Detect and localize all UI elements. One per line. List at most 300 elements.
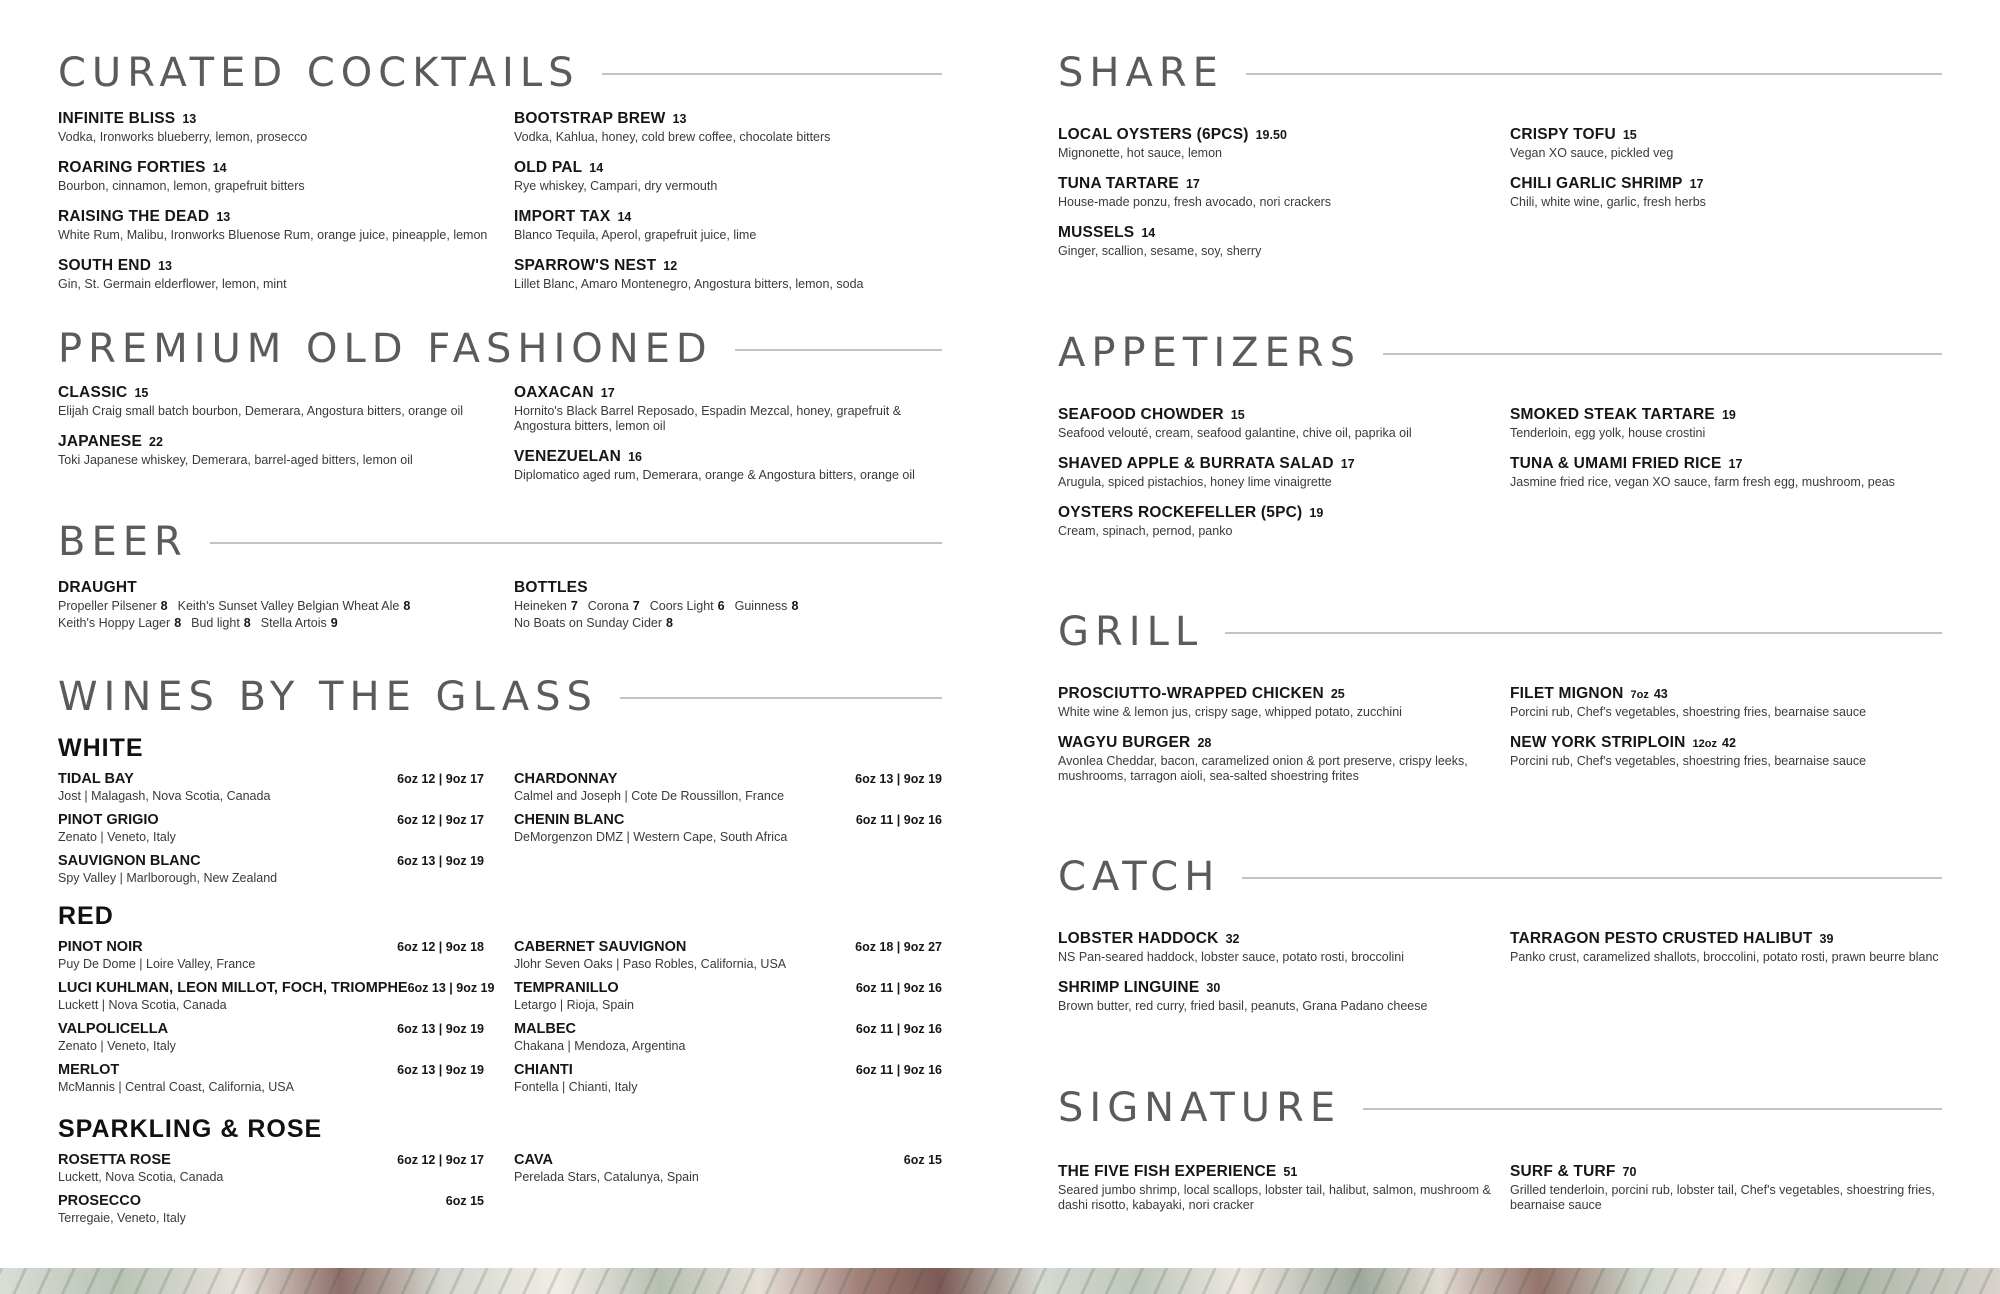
menu-item — [58, 208, 514, 243]
menu-item-header — [1058, 224, 1510, 242]
menu-item-header — [1510, 406, 1942, 424]
menu-item-name: SOUTH END — [58, 257, 152, 274]
section-rule — [1246, 73, 1942, 75]
wine-price: 6oz 13 | 9oz 19 — [397, 1063, 484, 1077]
menu-item-name: WAGYU BURGER — [1058, 734, 1191, 751]
section-beer — [58, 517, 942, 631]
wine-item-header — [514, 980, 942, 996]
menu-item-price: 15 — [134, 386, 149, 400]
menu-item-name: CHILI GARLIC SHRIMP — [1510, 175, 1683, 192]
section-header — [58, 672, 942, 722]
menu-item — [1058, 504, 1510, 539]
bottles-line-1 — [514, 599, 942, 614]
menu-item — [1058, 224, 1510, 259]
menu-item-header — [1510, 175, 1942, 193]
wine-price: 6oz 11 | 9oz 16 — [855, 1022, 942, 1036]
item-grid — [1058, 685, 1942, 798]
item-grid — [58, 579, 942, 631]
menu-item-header — [1058, 734, 1510, 752]
menu-item-price: 14 — [617, 210, 632, 224]
wine-description: Calmel and Joseph | Cote De Roussillon, France — [514, 789, 785, 803]
menu-item — [1058, 685, 1510, 720]
menu-item — [58, 257, 514, 292]
wine-column-left — [58, 939, 514, 1103]
beer-price: 8 — [791, 599, 799, 613]
menu-item-size: 12oz — [1692, 738, 1718, 750]
wine-item-header — [514, 1062, 942, 1078]
beer-price: 6 — [717, 599, 725, 613]
menu-item-header — [514, 384, 942, 402]
section-rule — [620, 697, 942, 699]
wine-group-title: WHITE — [58, 734, 144, 762]
menu-item-description: Tenderloin, egg yolk, house crostini — [1510, 426, 1706, 440]
menu-item-price: 14 — [589, 161, 604, 175]
menu-item-header — [58, 110, 514, 128]
item-grid — [1058, 1163, 1942, 1227]
menu-item-price: 15 — [1230, 408, 1245, 422]
menu-item-price: 19 — [1309, 506, 1324, 520]
wine-item — [58, 771, 484, 803]
section-header — [1058, 852, 1942, 902]
beer-name: Bud light — [191, 616, 240, 630]
menu-item — [58, 110, 514, 145]
item-column-right — [1510, 406, 1942, 553]
menu-item-name: OLD PAL — [514, 159, 583, 176]
wine-description: Zenato | Veneto, Italy — [58, 830, 176, 844]
wine-price: 6oz 15 — [445, 1194, 484, 1208]
menu-item-header — [514, 448, 942, 466]
wine-description: Fontella | Chianti, Italy — [514, 1080, 638, 1094]
wine-group-title: RED — [58, 902, 114, 930]
item-column-right — [1510, 126, 1942, 273]
beer-draught — [58, 579, 514, 631]
wine-item — [514, 1152, 942, 1184]
beer-price: 8 — [666, 616, 673, 630]
wine-group-sparkling — [58, 1115, 942, 1234]
menu-item-name: CLASSIC — [58, 384, 128, 401]
menu-item-header — [58, 257, 514, 275]
menu-item-description: Mignonette, hot sauce, lemon — [1058, 146, 1222, 160]
wine-description: Jlohr Seven Oaks | Paso Robles, California, USA — [514, 957, 787, 971]
menu-item-header — [1510, 930, 1942, 948]
menu-item-price: 12 — [663, 259, 678, 273]
menu-item-name: TUNA TARTARE — [1058, 175, 1179, 192]
menu-item — [58, 384, 514, 419]
menu-item-price: 13 — [672, 112, 687, 126]
menu-item-name: OAXACAN — [514, 384, 594, 401]
menu-item-price: 32 — [1225, 932, 1240, 946]
menu-item-name: MUSSELS — [1058, 224, 1135, 241]
menu-item — [1058, 1163, 1510, 1213]
menu-item-description: Porcini rub, Chef's vegetables, shoestring fries, bearnaise sauce — [1510, 705, 1867, 719]
section-premium-old-fashioned — [58, 324, 942, 497]
section-title: BEER — [58, 519, 188, 565]
menu-item-description: Hornito's Black Barrel Reposado, Espadin Mezcal, honey, grapefruit & Angostura bitters, lemon oil — [514, 404, 902, 433]
wine-name: PINOT GRIGIO — [58, 812, 159, 828]
beer-name: Coors Light — [649, 599, 714, 613]
menu-item-description: House-made ponzu, fresh avocado, nori crackers — [1058, 195, 1332, 209]
wine-column-right — [514, 771, 942, 894]
menu-item — [514, 384, 942, 434]
wine-name: CAVA — [514, 1152, 553, 1168]
section-title: SHARE — [1058, 50, 1224, 96]
section-rule — [1225, 632, 1942, 634]
wine-item-header — [58, 771, 484, 787]
wine-price: 6oz 11 | 9oz 16 — [855, 813, 942, 827]
section-title: PREMIUM OLD FASHIONED — [58, 326, 713, 372]
menu-item-description: Seafood velouté, cream, seafood galantine, chive oil, paprika oil — [1058, 426, 1412, 440]
wine-price: 6oz 13 | 9oz 19 — [855, 772, 942, 786]
menu-item-description: Rye whiskey, Campari, dry vermouth — [514, 179, 718, 193]
draught-line-2 — [58, 616, 514, 631]
section-curated-cocktails — [58, 48, 942, 306]
menu-item-header — [1058, 126, 1510, 144]
wine-grid — [58, 1152, 942, 1234]
wine-item-header — [58, 980, 495, 996]
menu-item-price: 42 — [1722, 736, 1736, 750]
menu-item-header — [1510, 1163, 1942, 1181]
menu-item-price: 17 — [1185, 177, 1200, 191]
menu-item-description: Brown butter, red curry, fried basil, peanuts, Grana Padano cheese — [1058, 999, 1428, 1013]
section-title: CATCH — [1058, 854, 1221, 900]
beer-price: 9 — [330, 616, 338, 630]
menu-item-description: Grilled tenderloin, porcini rub, lobster tail, Chef's vegetables, shoestring fries, bearnaise sauce — [1510, 1183, 1935, 1212]
beer-price: 8 — [243, 616, 251, 630]
menu-item-description: Bourbon, cinnamon, lemon, grapefruit bitters — [58, 179, 305, 193]
beer-price: 8 — [403, 599, 411, 613]
menu-item-price: 17 — [1689, 177, 1704, 191]
menu-item-header — [1058, 455, 1510, 473]
wine-item — [58, 1021, 484, 1053]
menu-item-description: Ginger, scallion, sesame, soy, sherry — [1058, 244, 1262, 258]
menu-item-header — [1058, 1163, 1510, 1181]
wine-name: PINOT NOIR — [58, 939, 143, 955]
item-column-left — [1058, 930, 1510, 1028]
wine-price: 6oz 13 | 9oz 19 — [407, 981, 495, 995]
menu-item — [1510, 1163, 1942, 1213]
wine-item — [58, 1062, 484, 1094]
section-rule — [602, 73, 943, 75]
wine-item-header — [514, 812, 942, 828]
section-header — [58, 324, 942, 374]
menu-item-header — [1058, 979, 1510, 997]
menu-item-name: IMPORT TAX — [514, 208, 611, 225]
wine-price: 6oz 12 | 9oz 17 — [397, 772, 484, 786]
menu-item-description: Jasmine fried rice, vegan XO sauce, farm fresh egg, mushroom, peas — [1510, 475, 1895, 489]
wine-name: TIDAL BAY — [58, 771, 134, 787]
menu-item-price: 19 — [1721, 408, 1736, 422]
menu-item-header — [1058, 406, 1510, 424]
beer-name: Propeller Pilsener — [58, 599, 157, 613]
menu-item — [1510, 406, 1942, 441]
menu-item-header — [58, 159, 514, 177]
menu-item-size: 7oz — [1630, 689, 1649, 701]
wine-item-header — [58, 853, 484, 869]
menu-item — [514, 110, 942, 145]
menu-item-name: SURF & TURF — [1510, 1163, 1616, 1180]
menu-item — [1058, 406, 1510, 441]
wine-item — [514, 980, 942, 1012]
section-title: CURATED COCKTAILS — [58, 50, 580, 96]
wine-name: CHIANTI — [514, 1062, 573, 1078]
wine-grid — [58, 771, 942, 894]
menu-item-name: SHAVED APPLE & BURRATA SALAD — [1058, 455, 1334, 472]
menu-item-header — [514, 159, 942, 177]
wine-name: CHARDONNAY — [514, 771, 618, 787]
wine-price: 6oz 18 | 9oz 27 — [855, 940, 942, 954]
menu-item — [514, 448, 942, 483]
wine-name: CHENIN BLANC — [514, 812, 625, 828]
menu-item-description: Porcini rub, Chef's vegetables, shoestring fries, bearnaise sauce — [1510, 754, 1867, 768]
menu-item-price: 51 — [1283, 1165, 1298, 1179]
beer-name: Guinness — [734, 599, 788, 613]
item-column-right — [1510, 930, 1942, 1028]
menu-item-description: NS Pan-seared haddock, lobster sauce, potato rosti, broccolini — [1058, 950, 1405, 964]
menu-item-description: Chili, white wine, garlic, fresh herbs — [1510, 195, 1706, 209]
wine-column-right — [514, 939, 942, 1103]
wine-item-header — [514, 771, 942, 787]
menu-item-header — [1510, 685, 1942, 703]
section-signature — [1058, 1083, 1942, 1227]
menu-item-description: Lillet Blanc, Amaro Montenegro, Angostura bitters, lemon, soda — [514, 277, 864, 291]
item-grid — [1058, 126, 1942, 273]
wine-column-left — [58, 1152, 514, 1234]
bottles-title: BOTTLES — [514, 579, 588, 596]
menu-item-description: Elijah Craig small batch bourbon, Demerara, Angostura bitters, orange oil — [58, 404, 464, 418]
menu-item-header — [1510, 126, 1942, 144]
section-title: WINES BY THE GLASS — [58, 674, 598, 720]
beer-price: 8 — [174, 616, 182, 630]
draught-line-1 — [58, 599, 514, 614]
menu-item-name: NEW YORK STRIPLOIN — [1510, 734, 1686, 751]
wine-price: 6oz 13 | 9oz 19 — [397, 1022, 484, 1036]
item-column-right — [1510, 1163, 1942, 1227]
wine-price: 6oz 12 | 9oz 17 — [397, 1153, 484, 1167]
wine-item — [58, 980, 495, 1012]
menu-item-name: ROARING FORTIES — [58, 159, 206, 176]
wine-description: McMannis | Central Coast, California, USA — [58, 1080, 294, 1094]
wine-item-header — [514, 939, 942, 955]
menu-item-header — [1510, 734, 1942, 752]
wine-description: Chakana | Mendoza, Argentina — [514, 1039, 686, 1053]
wine-name: ROSETTA ROSE — [58, 1152, 171, 1168]
menu-item-price: 70 — [1622, 1165, 1637, 1179]
section-title: APPETIZERS — [1058, 330, 1361, 376]
menu-item-name: SHRIMP LINGUINE — [1058, 979, 1200, 996]
wine-item — [58, 1152, 484, 1184]
wine-description: Puy De Dome | Loire Valley, France — [58, 957, 256, 971]
menu-item-description: White wine & lemon jus, crispy sage, whipped potato, zucchini — [1058, 705, 1402, 719]
wine-price: 6oz 11 | 9oz 16 — [855, 981, 942, 995]
menu-item-price: 43 — [1653, 687, 1668, 701]
menu-item — [1058, 126, 1510, 161]
wine-item — [514, 1062, 942, 1094]
item-column-left — [58, 384, 514, 497]
menu-item-description: Cream, spinach, pernod, panko — [1058, 524, 1233, 538]
menu-item-price: 13 — [158, 259, 172, 273]
wine-item-header — [58, 812, 484, 828]
section-header — [58, 517, 942, 567]
section-catch — [1058, 852, 1942, 1028]
wine-item-header — [58, 939, 484, 955]
menu-item-name: OYSTERS ROCKEFELLER (5PC) — [1058, 504, 1303, 521]
wine-item-header — [58, 1062, 484, 1078]
item-column-right — [514, 110, 942, 306]
item-column-left — [58, 110, 514, 306]
menu-item — [514, 159, 942, 194]
menu-item-header — [58, 384, 514, 402]
beer-bottles — [514, 579, 942, 631]
wine-item — [58, 812, 484, 844]
beer-name: No Boats on Sunday Cider — [514, 616, 663, 630]
wine-price: 6oz 11 | 9oz 16 — [855, 1063, 942, 1077]
beer-price: 8 — [160, 599, 168, 613]
menu-item-price: 17 — [1728, 457, 1743, 471]
wine-name: TEMPRANILLO — [514, 980, 619, 996]
menu-item — [1058, 455, 1510, 490]
section-header — [1058, 1083, 1942, 1133]
wine-item — [58, 939, 484, 971]
item-column-left — [1058, 406, 1510, 553]
menu-item-price: 30 — [1206, 981, 1221, 995]
section-rule — [735, 349, 942, 351]
menu-item — [1058, 175, 1510, 210]
menu-item-header — [1058, 504, 1510, 522]
menu-item-price: 39 — [1819, 932, 1834, 946]
menu-item-description: Vodka, Ironworks blueberry, lemon, prosecco — [58, 130, 308, 144]
menu-item — [1510, 930, 1942, 965]
wine-item — [514, 812, 942, 844]
wine-price: 6oz 13 | 9oz 19 — [397, 854, 484, 868]
wine-group-red — [58, 902, 942, 1103]
menu-item-description: White Rum, Malibu, Ironworks Bluenose Rum, orange juice, pineapple, lemon — [58, 228, 488, 242]
menu-item-price: 13 — [216, 210, 231, 224]
wine-item-header — [58, 1193, 484, 1209]
beer-price: 7 — [570, 599, 578, 613]
menu-item — [514, 208, 942, 243]
menu-item-name: THE FIVE FISH EXPERIENCE — [1058, 1163, 1277, 1180]
menu-item-description: Arugula, spiced pistachios, honey lime vinaigrette — [1058, 475, 1332, 489]
section-rule — [1242, 877, 1942, 879]
menu-item-description: Vodka, Kahlua, honey, cold brew coffee, chocolate bitters — [514, 130, 831, 144]
menu-item-description: Gin, St. Germain elderflower, lemon, mint — [58, 277, 287, 291]
menu-item-name: JAPANESE — [58, 433, 143, 450]
menu-item-header — [1058, 175, 1510, 193]
menu-item-description: Blanco Tequila, Aperol, grapefruit juice, lime — [514, 228, 757, 242]
menu-item-name: LOCAL OYSTERS (6PCS) — [1058, 126, 1249, 143]
menu-item — [1058, 734, 1510, 784]
menu-item — [1058, 930, 1510, 965]
item-grid — [58, 110, 942, 306]
menu-item-price: 25 — [1330, 687, 1345, 701]
menu-item-name: SPARROW'S NEST — [514, 257, 657, 274]
menu-item-header — [514, 110, 942, 128]
wine-description: Jost | Malagash, Nova Scotia, Canada — [58, 789, 271, 803]
item-column-left — [1058, 1163, 1510, 1227]
menu-item — [58, 159, 514, 194]
menu-item-name: SEAFOOD CHOWDER — [1058, 406, 1224, 423]
section-title: GRILL — [1058, 609, 1204, 655]
wine-price: 6oz 15 — [903, 1153, 942, 1167]
section-rule — [1383, 353, 1942, 355]
menu-item — [514, 257, 942, 292]
wine-name: SAUVIGNON BLANC — [58, 853, 201, 869]
wine-item — [514, 1021, 942, 1053]
beer-name: Corona — [587, 599, 629, 613]
menu-item-price: 17 — [1340, 457, 1355, 471]
item-grid — [1058, 406, 1942, 553]
wine-name: MERLOT — [58, 1062, 120, 1078]
section-grill — [1058, 607, 1942, 798]
item-column-left — [1058, 685, 1510, 798]
menu-item-header — [58, 208, 514, 226]
wine-description: Perelada Stars, Catalunya, Spain — [514, 1170, 699, 1184]
menu-item-price: 22 — [149, 435, 163, 449]
wine-description: Terregaie, Veneto, Italy — [58, 1211, 186, 1225]
wine-item — [514, 771, 942, 803]
menu-item-header — [1058, 685, 1510, 703]
wine-item-header — [514, 1021, 942, 1037]
menu-item — [1510, 126, 1942, 161]
menu-item — [1058, 979, 1510, 1014]
menu-item-header — [58, 433, 514, 451]
wine-item-header — [514, 1152, 942, 1168]
menu-item-price: 16 — [628, 450, 642, 464]
draught-title: DRAUGHT — [58, 579, 137, 596]
menu-item-price: 14 — [1141, 226, 1156, 240]
wine-name: VALPOLICELLA — [58, 1021, 169, 1037]
wine-description: Luckett | Nova Scotia, Canada — [58, 998, 227, 1012]
wine-price: 6oz 12 | 9oz 17 — [397, 813, 484, 827]
section-wines-by-the-glass — [58, 672, 942, 1234]
item-grid — [58, 384, 942, 497]
item-column-right — [1510, 685, 1942, 798]
section-header — [1058, 607, 1942, 657]
wine-description: Luckett, Nova Scotia, Canada — [58, 1170, 224, 1184]
menu-item-price: 14 — [212, 161, 227, 175]
section-rule — [1363, 1108, 1942, 1110]
menu-item-price: 17 — [600, 386, 615, 400]
menu-item-name: FILET MIGNON — [1510, 685, 1624, 702]
menu-item-name: PROSCIUTTO-WRAPPED CHICKEN — [1058, 685, 1324, 702]
menu-item-name: RAISING THE DEAD — [58, 208, 210, 225]
floral-border-decoration — [0, 1268, 2000, 1294]
item-grid — [1058, 930, 1942, 1028]
wine-item — [514, 939, 942, 971]
section-appetizers — [1058, 328, 1942, 553]
wine-item — [58, 1193, 484, 1225]
menu-item-name: BOOTSTRAP BREW — [514, 110, 666, 127]
menu-item-description: Avonlea Cheddar, bacon, caramelized onion & port preserve, crispy leeks, mushrooms, tarragon aioli, sea-salted shoestring frites — [1058, 754, 1468, 783]
wine-item-header — [58, 1152, 484, 1168]
menu-item-description: Diplomatico aged rum, Demerara, orange & Angostura bitters, orange oil — [514, 468, 915, 482]
menu-item-name: LOBSTER HADDOCK — [1058, 930, 1219, 947]
wine-description: Zenato | Veneto, Italy — [58, 1039, 176, 1053]
menu-item-price: 28 — [1197, 736, 1212, 750]
menu-item-price: 19.50 — [1255, 128, 1287, 142]
wine-name: CABERNET SAUVIGNON — [514, 939, 687, 955]
menu-item-name: CRISPY TOFU — [1510, 126, 1616, 143]
menu-item-name: SMOKED STEAK TARTARE — [1510, 406, 1715, 423]
menu-item-header — [514, 257, 942, 275]
wine-grid — [58, 939, 942, 1103]
wine-group-title: SPARKLING & ROSE — [58, 1115, 323, 1143]
menu-item-name: INFINITE BLISS — [58, 110, 176, 127]
wine-group-white — [58, 734, 942, 894]
menu-item — [58, 433, 514, 468]
section-header — [1058, 328, 1942, 378]
menu-item-name: TARRAGON PESTO CRUSTED HALIBUT — [1510, 930, 1813, 947]
